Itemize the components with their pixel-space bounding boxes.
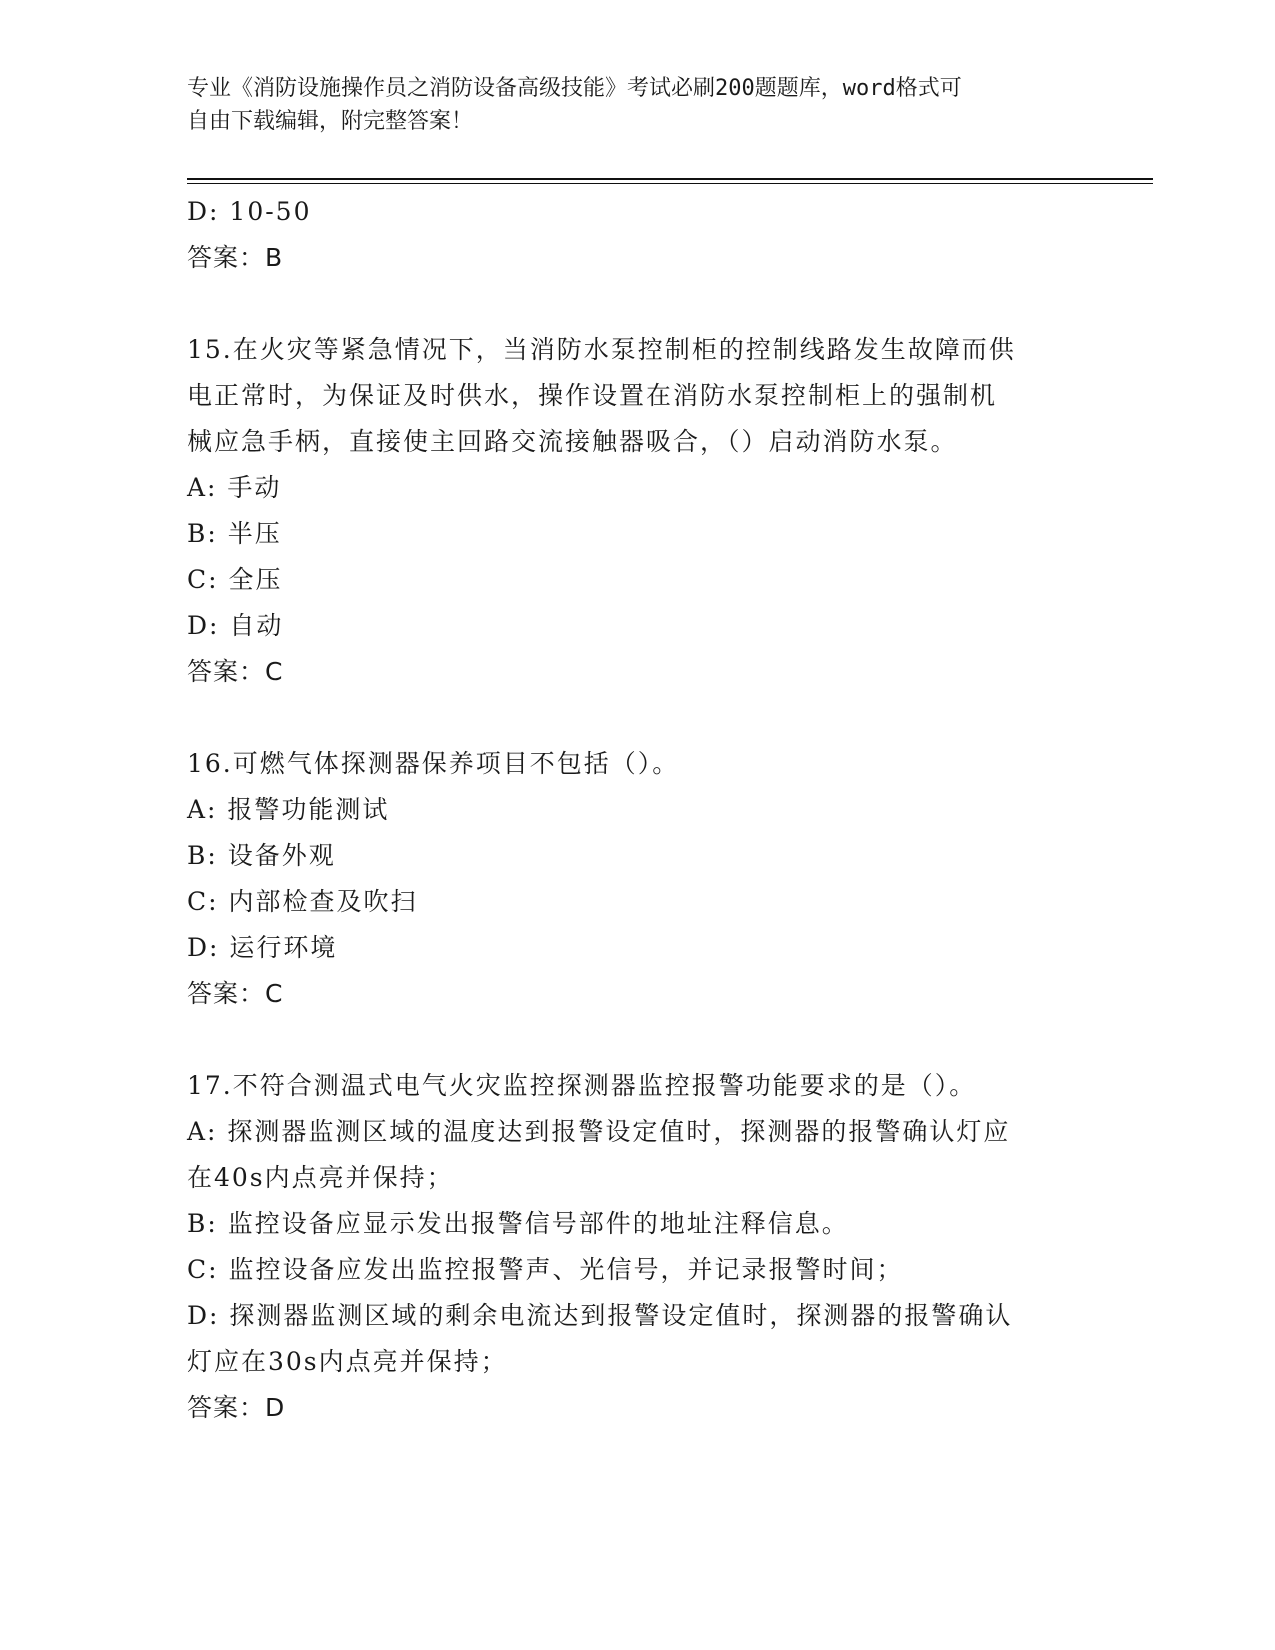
option-d: D: 运行环境 [187, 933, 338, 962]
prev-option-d: D: 10-50 [187, 197, 312, 226]
question-15 [187, 327, 1087, 695]
option-b: B: 半压 [187, 519, 282, 548]
answer: 答案：D [187, 1393, 286, 1422]
spacer [187, 1017, 1087, 1063]
option-c: C: 全压 [187, 565, 283, 594]
option-c: C: 内部检查及吹扫 [187, 887, 418, 916]
option-d-continued: 灯应在30s内点亮并保持； [187, 1347, 508, 1376]
option-d: D: 探测器监测区域的剩余电流达到报警设定值时，探测器的报警确认 [187, 1301, 1013, 1330]
question-content [187, 189, 1087, 1431]
spacer [187, 695, 1087, 741]
spacer [187, 281, 1087, 327]
header-divider-thick [187, 178, 1153, 180]
header-line-1: 专业《消防设施操作员之消防设备高级技能》考试必刷200题题库，word格式可 [187, 76, 962, 101]
answer: 答案：C [187, 657, 284, 686]
question-stem-line: 15.在火灾等紧急情况下，当消防水泵控制柜的控制线路发生故障而供 [187, 335, 1016, 364]
option-b: B: 监控设备应显示发出报警信号部件的地址注释信息。 [187, 1209, 849, 1238]
question-16 [187, 741, 1087, 1017]
question-stem-line: 电正常时，为保证及时供水，操作设置在消防水泵控制柜上的强制机 [187, 381, 998, 410]
option-a: A: 手动 [187, 473, 282, 502]
option-a-continued: 在40s内点亮并保持； [187, 1163, 454, 1192]
question-17 [187, 1063, 1087, 1431]
header-divider-thin [187, 183, 1153, 184]
option-a: A: 报警功能测试 [187, 795, 390, 824]
header-line-2: 自由下载编辑，附完整答案！ [187, 109, 474, 134]
answer: 答案：C [187, 979, 284, 1008]
question-stem-line: 17.不符合测温式电气火灾监控探测器监控报警功能要求的是（）。 [187, 1071, 977, 1100]
option-a: A: 探测器监测区域的温度达到报警设定值时，探测器的报警确认灯应 [187, 1117, 1011, 1146]
option-c: C: 监控设备应发出监控报警声、光信号，并记录报警时间； [187, 1255, 904, 1284]
question-stem-line: 械应急手柄，直接使主回路交流接触器吸合，（）启动消防水泵。 [187, 427, 958, 456]
option-b: B: 设备外观 [187, 841, 336, 870]
option-d: D: 自动 [187, 611, 284, 640]
document-header [187, 72, 1067, 138]
question-stem-line: 16.可燃气体探测器保养项目不包括（）。 [187, 749, 680, 778]
prev-answer: 答案：B [187, 243, 284, 272]
